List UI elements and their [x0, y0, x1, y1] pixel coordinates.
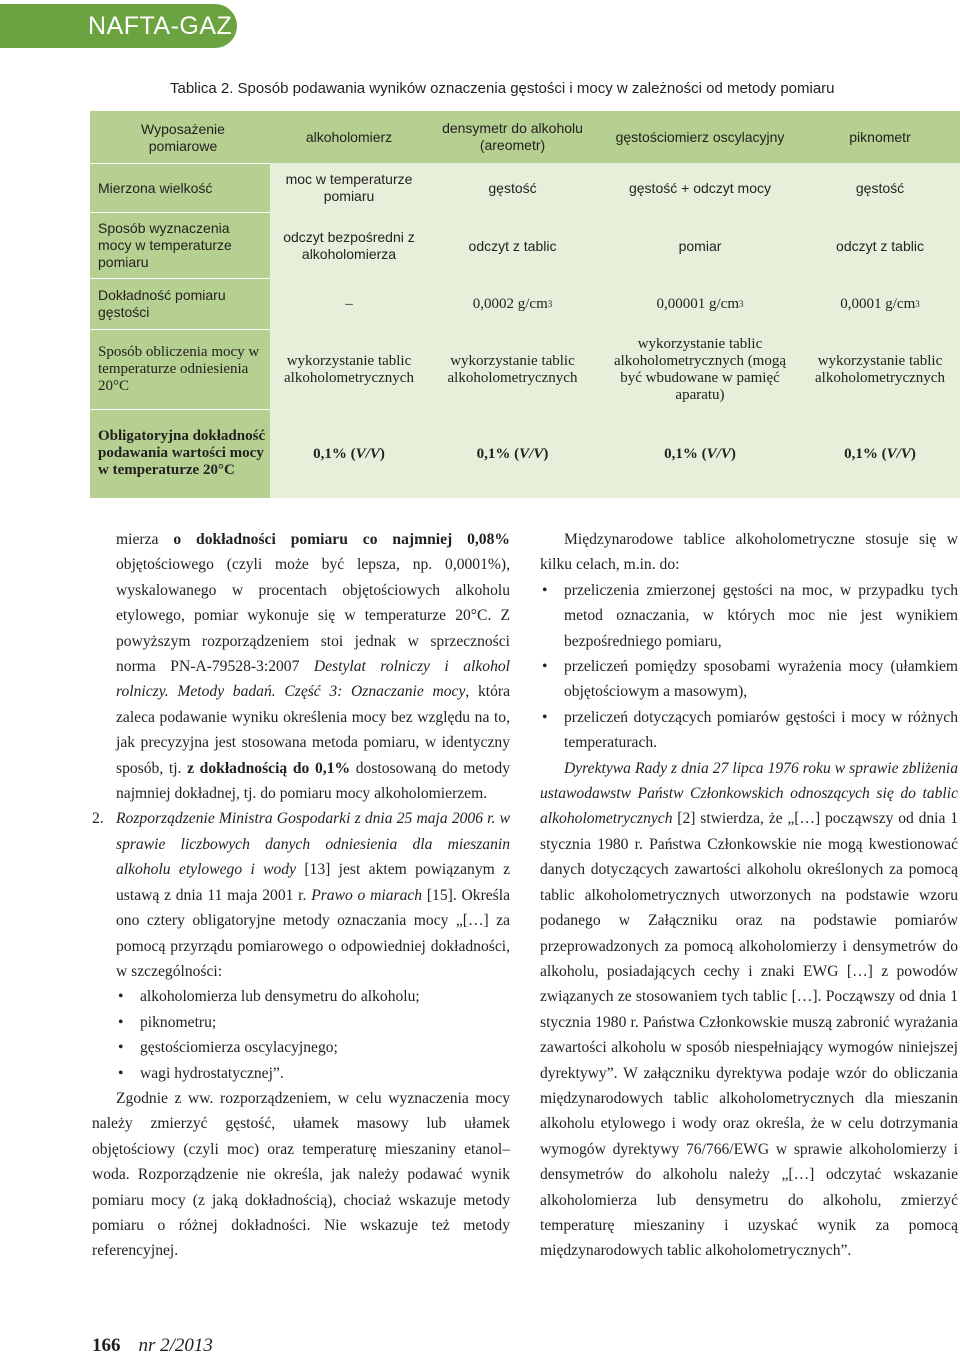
paragraph-tables: Międzynarodowe tablice alkoholometryczne stosuje się w kilku celach, m.in. do:: [540, 531, 958, 574]
header-densimeter: densymetr do alkoholu (areometr): [442, 120, 583, 153]
cell-accuracy-2: 0,0002 g/cm 3: [472, 295, 553, 312]
results-table: [90, 111, 960, 498]
cell-method-4: odczyt z tablic: [836, 237, 924, 254]
page-number: 166: [92, 1335, 121, 1356]
cell-required-2: 0,1% (V/V): [476, 446, 549, 462]
cell-measured-2: gęstość: [488, 179, 537, 196]
row-divider: [90, 329, 270, 330]
header-oscillating-densimeter: gęstościomierz oscylacyjny: [615, 128, 785, 145]
cell-calc-2: wykorzystanie tablic alkoholometrycznych: [447, 353, 578, 386]
cell-calc-3: wykorzystanie tablic alkoholometrycznych (mogą być wbudowane w pamięć aparatu): [613, 336, 787, 403]
row-label-required: Obligatoryjna dokładność podawania wartości mocy w temperaturze 20°C: [98, 427, 266, 478]
paragraph-regulation: Zgodnie z ww. rozporządzeniem, w celu wyznaczenia mocy należy zmierzyć gęstość, ułamek masowy lub ułamek objętościowy (czyli moc) oraz temperaturę mieszaniny etanol–woda. Rozporządzenie nie określa, jak należy podawać wynik pomiaru mocy (z jaką dokładnością), chociaż wskazuje metody pomiaru o różnej dokładności. Nie wskazuje też metody referencyjnej.: [92, 1089, 510, 1260]
cell-accuracy-3: 0,00001 g/cm 3: [656, 295, 744, 312]
page-footer: [92, 1335, 213, 1357]
numbered-item-2: 2. Rozporządzenie Ministra Gospodarki z dnia 25 maja 2006 r. w sprawie liczbowych danych odniesienia dla mieszanin alkoholu etylowego i wody [13] jest aktem powiązanym z ustawą z dnia 11 maja 2001 r. Prawo o miarach [15]. Określa ono cztery obligatoryjne metody oznaczania mocy „[…] za pomocą przyrządu pomiarowego o odpowiedniej dokładności, w szczególności:: [92, 810, 511, 980]
table-caption: Tablica 2. Sposób podawania wyników oznaczenia gęstości i mocy w zależności od metody pomiaru: [170, 80, 835, 97]
list-item: • przeliczenia zmierzonej gęstości na moc, w przypadku tych metod oznaczania, w których moc nie jest wynikiem bezpośredniego pomiaru,: [540, 578, 958, 654]
right-text-column: [540, 527, 958, 1264]
row-label-measured: Mierzona wielkość: [98, 179, 213, 196]
row-divider: [90, 163, 270, 164]
list-item: • przeliczeń pomiędzy sposobami wyrażenia mocy (ułamkiem objętościowym a masowym),: [540, 654, 958, 705]
cell-calc-4: wykorzystanie tablic alkoholometrycznych: [815, 353, 945, 386]
right-bullet-list: [540, 578, 958, 756]
cell-required-1: 0,1% (V/V): [313, 446, 385, 462]
list-item: • wagi hydrostatycznej”.: [116, 1061, 510, 1086]
row-label-equipment: Wyposażenie pomiarowe: [141, 121, 225, 154]
row-divider: [90, 212, 270, 213]
paragraph-norm: mierza o dokładności pomiaru co najmniej 0,08% objętościowego (czyli może być lepsza, np. 0,0001%), wyskalowanego w procentach objętościowych alkoholu etylowego, pomiar wykonuje się w temperaturze 20°C. Z powyższym rozporządzeniem stoi jednak w sprzeczności norma PN-A-79528-3:2007 Destylat rolniczy i alkohol rolniczy. Metody badań. Część 3: Oznaczanie mocy, która zaleca podawanie wyniku określenia mocy bez względu na to, jak precyzyjna jest stosowana metoda pomiaru, w identyczny sposób, tj. z dokładnością do 0,1% dostosowaną do metody najmniej dokładnej, tj. do pomiaru mocy alkoholomierzem.: [116, 531, 510, 803]
cell-method-2: odczyt z tablic: [468, 237, 557, 254]
header-pycnometer: piknometr: [849, 128, 911, 145]
list-item: • piknometru;: [116, 1010, 510, 1035]
journal-header: NAFTA-GAZ: [0, 4, 237, 48]
cell-required-3: 0,1% (V/V): [664, 446, 736, 462]
cell-method-3: pomiar: [678, 237, 722, 254]
cell-measured-4: gęstość: [855, 179, 905, 196]
row-label-accuracy: Dokładność pomiaru gęstości: [98, 287, 226, 320]
list-item: • gęstościomierza oscylacyjnego;: [116, 1035, 510, 1060]
paragraph-directive: Dyrektywa Rady z dnia 27 lipca 1976 roku w sprawie zbliżenia ustawodawstw Państw Członkowskich odnoszących się do tablic alkoholometrycznych [2] stwierdza, że „[…] począwszy od dnia 1 stycznia 1980 r. Państwa Członkowskie nie mogą kwestionować danych dotyczących zawartości alkoholu określonych za pomocą tablic alkoholometrycznych utworzonych na podstawie wzoru podanego w Załączniku oraz na podstawie pomiarów przeprowadzonych za pomocą alkoholomierzy i densymetrów do alkoholu, posiadających cechy i znaki EWG […] z powodów związanych ze stosowaniem tych tablic […]. Począwszy od dnia 1 stycznia 1980 r. Państwa Członkowskie muszą zabronić wyrażania zawartości alkoholu w sposób niespełniający wymogów niniejszej dyrektywy”. W załączniku dyrektywa podaje wzór do obliczania międzynarodowych tablic alkoholometrycznych dla mieszanin alkoholu etylowego i wody oraz określa, że w celu dotrzymania wymogów dyrektywy 76/766/EWG w sprawie alkoholomierzy i densymetrów do alkoholu należy „[…] odczytać wskazanie alkoholomierza lub densymetru do alkoholu, zmierzyć temperaturę mieszaniny i uzyskać wynik za pomocą międzynarodowych tablic alkoholometrycznych”.: [540, 759, 958, 1260]
list-item: • alkoholomierza lub densymetru do alkoholu;: [116, 984, 510, 1009]
cell-calc-1: wykorzystanie tablic alkoholometrycznych: [284, 353, 414, 386]
cell-measured-1: moc w temperaturze pomiaru: [285, 171, 413, 204]
row-label-calc: Sposób obliczenia mocy w temperaturze odniesienia 20°C: [98, 343, 260, 394]
left-text-column: [92, 527, 510, 1264]
row-label-method: Sposób wyznaczenia mocy w temperaturze pomiaru: [98, 219, 232, 270]
cell-required-4: 0,1% (V/V): [844, 446, 916, 462]
header-alcoholmeter: alkoholomierz: [305, 128, 393, 145]
list-item: • przeliczeń dotyczących pomiarów gęstości i mocy w różnych temperaturach.: [540, 705, 958, 756]
left-bullet-list: [92, 984, 510, 1086]
cell-measured-3: gęstość + odczyt mocy: [628, 179, 771, 196]
issue-label: nr 2/2013: [138, 1335, 213, 1356]
cell-method-1: odczyt bezpośredni z alkoholomierza: [283, 229, 415, 262]
cell-accuracy-4: 0,0001 g/cm 3: [840, 295, 920, 312]
cell-accuracy-1: –: [345, 295, 353, 312]
row-divider: [90, 409, 270, 410]
row-divider: [90, 278, 270, 279]
